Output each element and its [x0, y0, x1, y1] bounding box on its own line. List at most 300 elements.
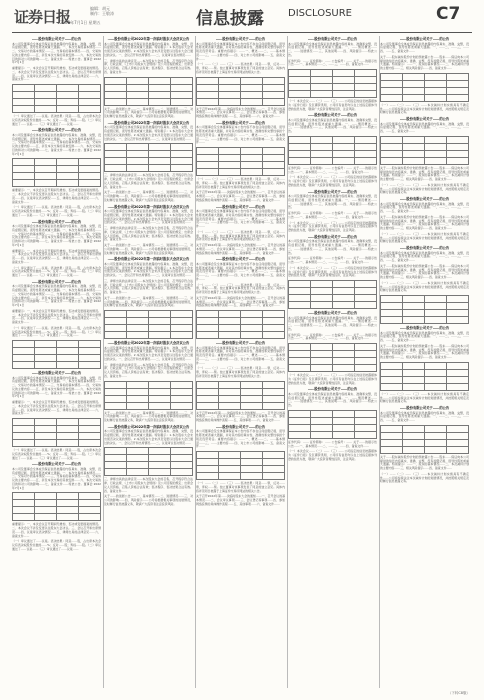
notice-block	[380, 473, 469, 484]
notice-block	[196, 257, 285, 281]
notice-text: （一）……（二）……（三）……本次减持计划实施具有不确定性……公司将持续关注本次减持计划的进展情况，并按照相关规定及时履行信息披露义务。	[380, 471, 469, 484]
table-row	[289, 281, 377, 288]
notice-block	[104, 37, 193, 58]
table-cell	[381, 425, 403, 432]
table-cell	[13, 92, 35, 99]
notice-block	[104, 191, 193, 202]
notice-block	[12, 115, 101, 126]
table-cell	[105, 448, 127, 455]
notice-text: （一）审议通过了……议案。表决结果：同意……股，占出席本次会议有表决权股份总数的……%；反对……股；弃权……股。（二）审议通过了……议案……（三）审议通过了……议案……	[12, 539, 101, 551]
table-cell	[403, 73, 425, 80]
notice-text: 本公司董事会及全体董事保证本公告内容不存在任何虚假记载、误导性陈述或者重大遗漏，并对其内容的真实性、准确性和完整性承担个别及连带责任。重要内容提示：……一、概述……二、……基本情况……三、……主要内容……四、对上市公司的影响……五、备查文件……	[196, 125, 285, 145]
notice-text: 关于……的进展公告……一、基本情况……二、进展情况……三、对公司的影响……四、风险提示……公司将根据相关事项的进展情况，及时履行信息披露义务，敬请广大投资者注意投资风险。	[104, 106, 193, 118]
notice-text: 关于……的进展公告……一、基本情况……二、进展情况……三、对公司的影响……四、风险提示……公司将根据相关事项的进展情况，及时履行信息披露义务，敬请广大投资者注意投资风险。	[104, 295, 193, 308]
table-cell	[149, 395, 171, 402]
table-cell	[381, 94, 403, 101]
table-cell	[263, 452, 285, 459]
table-cell	[447, 376, 469, 383]
notice-text: 关于……股东减持股份计划的预披露公告……股东……保证向本公司提供的信息内容真实、准确、完整，没有虚假记载、误导性陈述或重大遗漏。特别提示：……一、股东的基本情况……二、本次减持计划的主要内容……三、相关风险提示……四、备查文件……	[380, 165, 469, 181]
table-cell	[263, 395, 285, 402]
table-row	[289, 150, 377, 157]
notice-text: 关于……股东减持股份计划的预披露公告……股东……保证向本公司提供的信息内容真实、准确、完整，没有虚假记载、误导性陈述或重大遗漏。特别提示：……一、股东的基本情况……二、本次减持计划的主要内容……三、相关风险提示……四、备查文件……	[380, 454, 469, 470]
table-cell	[289, 157, 311, 164]
table-cell	[289, 358, 311, 365]
notice-text: 证券代码：…… 证券简称：…… 公告编号：…… 关于……的提示性公告……一、基本情况……二、……三、……四、备查文件……	[288, 211, 377, 219]
notice-block	[380, 197, 469, 214]
table-row	[381, 94, 469, 101]
table-row	[105, 318, 193, 325]
table-cell	[263, 311, 285, 318]
table-row	[105, 325, 193, 332]
table-cell	[355, 77, 377, 84]
table-cell	[127, 469, 149, 476]
notice-text: 本公司及董事会全体成员保证信息披露内容的真实、准确和完整，没有虚假记载、误导性陈述或重大遗漏。一、……情况概述……二、……进展情况……三、其他说明……四、风险提示……特此公告。	[288, 194, 377, 210]
table-row	[13, 514, 101, 521]
table-cell	[171, 332, 193, 339]
notice-title: ……股份有限公司关于……的公告	[399, 117, 450, 121]
notice-text: 重要提示：一、本次会议召开期间无增加、否决或变更提案的情况。二、本次会议不涉及变更以往股东大会决议。三、会议召开和出席情况……四、议案审议表决情况……五、律师出具的法律意见……六、备查文件……	[12, 400, 101, 416]
notice-block	[288, 311, 377, 332]
notice-block	[380, 265, 469, 280]
table-cell	[197, 169, 219, 176]
notice-text: （一）……（二）……（三）……本次减持计划实施具有不确定性……公司将持续关注本次减持计划的进展情况，并按照相关规定及时履行信息披露义务。	[380, 182, 469, 195]
table-cell	[311, 424, 333, 431]
notice-block	[288, 334, 377, 373]
notice-text: 本公司及董事会全体成员保证信息披露的内容真实、准确、完整，没有虚假记载、误导性陈述或重大遗漏。特别提示：1.本次股东大会未出现否决议案的情形。2.本次股东大会未涉及变更以往股东大会已通过的决议。一、会议召开和出席情况……二、议案审议表决情况……	[104, 209, 193, 225]
notice-text: 关于召开2022年第……次临时股东大会的通知……一、召开会议的基本情况……二、会议审议事项……三、会议登记等事项……四、参加网络投票的具体操作流程……五、其他事项……六、备查文件……	[196, 494, 285, 506]
notice-text: 关于……的进展公告……一、基本情况……二、进展情况……三、对公司的影响……四、风险提示……公司将根据相关事项的进展情况，及时履行信息披露义务，敬请广大投资者注意投资风险。	[104, 410, 193, 422]
table-cell	[355, 344, 377, 351]
notice-block	[196, 341, 285, 365]
column-4	[288, 36, 380, 688]
table-cell	[355, 295, 377, 302]
table-cell	[381, 303, 403, 310]
column-1	[12, 36, 104, 688]
notice-text: 本公司及董事会全体成员保证信息披露的内容真实、准确、完整，没有虚假记载、误导性陈述或重大遗漏。特别提示：1.本次股东大会未出现否决议案的情形。2.本次股东大会未涉及变更以往股东大会已通过的决议。一、会议召开和出席情况……二、议案审议表决情况……	[104, 261, 193, 277]
table-row	[105, 165, 193, 172]
table-row	[381, 383, 469, 390]
notice-text: （一）……（二）……（三）……本次减持计划实施具有不确定性……公司将持续关注本次减持计划的进展情况，并按照相关规定及时履行信息披露义务。	[380, 391, 469, 404]
table-cell	[333, 70, 355, 77]
table-row	[289, 288, 377, 295]
table-cell	[105, 388, 127, 395]
notice-text: 本公司及董事会全体成员保证信息披露的内容真实、准确、完整，没有虚假记载、误导性陈述或重大遗漏。一、……二、……三、……四、……五、备查文件……	[380, 250, 469, 262]
table-row	[381, 303, 469, 310]
notice-title: ……股份有限公司关于……的公告	[215, 120, 266, 125]
table-cell	[289, 136, 311, 143]
table-cell	[79, 173, 101, 180]
table-cell	[219, 148, 241, 155]
notice-title: ……股份有限公司2022年第一次临时股东大会决议公告	[107, 341, 190, 345]
table-cell	[403, 376, 425, 383]
table-row	[13, 348, 101, 355]
table-cell	[171, 462, 193, 469]
notice-text: 本公司及董事会全体成员保证信息披露的内容真实、准确、完整，没有虚假记载、误导性陈述或重大遗漏。特别提示：1.本次股东大会未出现否决议案的情形。2.本次股东大会未涉及变更以往股东大会已通过的决议。一、会议召开和出席情况……二、议案审议表决情况……	[104, 345, 193, 361]
table-cell	[219, 98, 241, 105]
notice-block	[288, 167, 377, 175]
table-cell	[403, 383, 425, 390]
table-cell	[79, 92, 101, 99]
notice-block	[196, 178, 285, 189]
table-cell	[403, 446, 425, 453]
table-row	[197, 98, 285, 105]
date-line: 2022年7月1日 星期五	[60, 20, 101, 25]
notice-block	[104, 205, 193, 226]
notice-text: 证券代码：…… 证券简称：…… 公告编号：…… 关于……的提示性公告……一、基本情况……二、……三、……四、备查文件……	[288, 439, 377, 448]
table-cell	[241, 466, 263, 473]
table-cell	[403, 136, 425, 143]
table-cell	[219, 155, 241, 162]
notice-text: （一）……（二）……（三）……表决结果：同意……票，反对……票，弃权……票。独立董事对该事项发表了同意的独立意见。具体内容详见同日披露于上海证券交易所网站的相关公告。	[196, 229, 285, 242]
table-cell	[333, 365, 355, 372]
data-table	[104, 143, 193, 172]
table-cell	[79, 433, 101, 440]
notice-block	[196, 231, 285, 242]
table-cell	[149, 462, 171, 469]
table-cell	[311, 351, 333, 358]
table-cell	[241, 155, 263, 162]
notice-block	[288, 235, 377, 256]
notice-block	[12, 128, 101, 187]
table-cell	[311, 281, 333, 288]
table-cell	[197, 466, 219, 473]
table-cell	[127, 158, 149, 165]
notice-title: ……股份有限公司关于……的公告	[31, 37, 82, 41]
table-cell	[425, 73, 447, 80]
table-cell	[149, 402, 171, 409]
table-row	[289, 358, 377, 365]
notice-block	[12, 401, 101, 447]
table-cell	[79, 419, 101, 426]
table-cell	[79, 362, 101, 369]
table-cell	[105, 469, 127, 476]
table-cell	[171, 448, 193, 455]
table-cell	[403, 303, 425, 310]
table-cell	[35, 440, 57, 447]
data-table	[380, 136, 469, 165]
notice-block	[104, 227, 193, 242]
table-row	[289, 136, 377, 143]
table-row	[381, 317, 469, 324]
table-cell	[311, 365, 333, 372]
table-cell	[425, 376, 447, 383]
table-cell	[355, 143, 377, 150]
table-cell	[127, 144, 149, 151]
notice-block	[196, 63, 285, 105]
table-row	[381, 73, 469, 80]
table-cell	[447, 303, 469, 310]
table-row	[13, 85, 101, 92]
table-cell	[311, 295, 333, 302]
table-row	[105, 455, 193, 462]
table-cell	[381, 383, 403, 390]
table-cell	[197, 98, 219, 105]
table-cell	[289, 344, 311, 351]
notice-title: ……股份有限公司关于……的公告	[307, 37, 358, 41]
notice-block	[196, 367, 285, 409]
notice-text: 关于召开2022年第……次临时股东大会的通知……一、召开会议的基本情况……二、会议审议事项……三、会议登记等事项……四、参加网络投票的具体操作流程……五、其他事项……六、备查文件……	[196, 243, 285, 255]
table-cell	[403, 87, 425, 94]
table-row	[289, 77, 377, 84]
table-cell	[289, 288, 311, 295]
table-cell	[311, 431, 333, 438]
table-cell	[171, 381, 193, 388]
table-cell	[289, 77, 311, 84]
table-cell	[333, 295, 355, 302]
edition-info	[90, 6, 114, 16]
table-cell	[171, 151, 193, 158]
table-cell	[57, 426, 79, 433]
table-cell	[79, 514, 101, 521]
notice-text: 关于……股东减持股份计划的预披露公告……股东……保证向本公司提供的信息内容真实、准确、完整，没有虚假记载、误导性陈述或重大遗漏。特别提示：……一、股东的基本情况……二、本次减持计划的主要内容……三、相关风险提示……四、备查文件……	[380, 214, 469, 230]
table-cell	[403, 317, 425, 324]
table-cell	[289, 365, 311, 372]
table-cell	[311, 143, 333, 150]
table-cell	[241, 84, 263, 91]
table-cell	[425, 157, 447, 164]
table-cell	[127, 395, 149, 402]
table-cell	[333, 302, 355, 309]
data-table	[288, 280, 377, 309]
table-cell	[35, 419, 57, 426]
notice-title: ……股份有限公司关于……的公告	[399, 37, 450, 41]
table-cell	[13, 106, 35, 113]
table-cell	[311, 288, 333, 295]
table-cell	[79, 159, 101, 166]
data-table	[12, 158, 101, 187]
notice-text: 三、律师出具的法律意见……本次股东大会的召集、召开程序符合法律、行政法规、《上市公司股东大会规则》及公司章程的规定；出席会议人员资格、召集人资格合法有效；表决程序、表决结果合法有效。四、备查文件……	[104, 226, 193, 242]
table-cell	[425, 310, 447, 317]
table-cell	[13, 166, 35, 173]
table-row	[105, 91, 193, 98]
table-row	[105, 84, 193, 91]
table-cell	[79, 106, 101, 113]
table-cell	[35, 514, 57, 521]
table-cell	[403, 143, 425, 150]
data-table	[380, 362, 469, 391]
table-cell	[171, 144, 193, 151]
notice-text: 证券代码：…… 证券简称：…… 公告编号：…… 关于……的提示性公告……一、基本情况……二、……三、……四、备查文件……	[288, 165, 377, 174]
table-cell	[219, 381, 241, 388]
table-cell	[57, 341, 79, 348]
table-cell	[447, 80, 469, 87]
table-cell	[355, 410, 377, 417]
table-cell	[447, 439, 469, 446]
data-table	[288, 410, 377, 439]
table-row	[381, 310, 469, 317]
table-cell	[381, 362, 403, 369]
table-row	[105, 77, 193, 84]
table-cell	[219, 311, 241, 318]
table-cell	[311, 417, 333, 424]
table-row	[289, 70, 377, 77]
table-cell	[35, 159, 57, 166]
table-cell	[127, 91, 149, 98]
notice-block	[104, 297, 193, 339]
table-cell	[333, 281, 355, 288]
table-cell	[149, 84, 171, 91]
table-cell	[263, 91, 285, 98]
table-cell	[79, 507, 101, 514]
table-row	[105, 469, 193, 476]
notice-text: 重要提示：一、本次会议召开期间无增加、否决或变更提案的情况。二、本次会议不涉及变更以往股东大会决议。三、会议召开和出席情况……四、议案审议表决情况……五、律师出具的法律意见……六、备查文件……	[12, 522, 101, 538]
notice-text: （一）……（二）……（三）……本次减持计划实施具有不确定性……公司将持续关注本次减持计划的进展情况，并按照相关规定及时履行信息披露义务。	[380, 102, 469, 115]
table-row	[197, 395, 285, 402]
table-cell	[57, 180, 79, 187]
table-cell	[13, 341, 35, 348]
table-cell	[35, 493, 57, 500]
data-table	[104, 447, 193, 476]
table-cell	[57, 419, 79, 426]
table-cell	[57, 159, 79, 166]
data-table	[196, 310, 285, 339]
table-cell	[57, 493, 79, 500]
notice-block	[288, 60, 377, 99]
table-cell	[13, 440, 35, 447]
table-cell	[289, 295, 311, 302]
table-cell	[311, 410, 333, 417]
table-cell	[355, 351, 377, 358]
table-cell	[35, 362, 57, 369]
table-cell	[149, 469, 171, 476]
notice-block	[196, 412, 285, 423]
table-row	[105, 402, 193, 409]
table-cell	[289, 70, 311, 77]
table-row	[13, 166, 101, 173]
table-cell	[425, 80, 447, 87]
table-cell	[219, 388, 241, 395]
table-cell	[381, 317, 403, 324]
table-row	[13, 362, 101, 369]
table-cell	[333, 431, 355, 438]
notice-block	[288, 176, 377, 187]
notice-block	[12, 449, 101, 460]
table-cell	[35, 99, 57, 106]
editor-line: 编辑：胡元	[90, 6, 110, 11]
table-cell	[289, 143, 311, 150]
table-cell	[219, 452, 241, 459]
notice-block	[380, 393, 469, 404]
notice-text: （一）本次会议……（二）……（三）……公司指定的信息披露媒体为《证券日报》及巨潮资讯网，公司所有信息均以在上述指定媒体刊登的信息为准，敬请广大投资者理性投资，注意风险。	[288, 265, 377, 278]
table-row	[13, 159, 101, 166]
notice-text: （一）审议通过了……议案。表决结果：同意……股，占出席本次会议有表决权股份总数的……%；反对……股；弃权……股。（二）审议通过了……议案……（三）审议通过了……议案……	[12, 265, 101, 277]
table-cell	[355, 150, 377, 157]
notice-block	[380, 117, 469, 165]
table-row	[289, 344, 377, 351]
notice-text: 关于召开2022年第……次临时股东大会的通知……一、召开会议的基本情况……二、会议审议事项……三、会议登记等事项……四、参加网络投票的具体操作流程……五、其他事项……六、备查文件……	[196, 295, 285, 308]
table-row	[289, 351, 377, 358]
data-table	[380, 295, 469, 324]
table-cell	[105, 165, 127, 172]
notice-text: （一）本次会议……（二）……（三）……公司指定的信息披露媒体为《证券日报》及巨潮资讯网，公司所有信息均以在上述指定媒体刊登的信息为准，敬请广大投资者理性投资，注意风险。	[288, 373, 377, 385]
table-row	[197, 311, 285, 318]
table-row	[13, 173, 101, 180]
table-cell	[447, 369, 469, 376]
notice-text: 本公司及董事会全体成员保证信息披露的内容真实、准确、完整，没有虚假记载、误导性陈述或重大遗漏。一、本次交易的基本情况……二、交易对方的基本情况……三、交易标的基本情况……四、交易协议的主要内容……五、涉及本次交易的其他安排……六、本次交易的目的和对公司的影响……七、备查文件……特此公告。董事会 2022年7月1日	[12, 224, 101, 247]
page-number: C7	[436, 4, 461, 24]
table-cell	[447, 143, 469, 150]
table-cell	[149, 448, 171, 455]
table-cell	[263, 381, 285, 388]
table-cell	[381, 136, 403, 143]
table-row	[197, 325, 285, 332]
table-row	[13, 507, 101, 514]
table-cell	[57, 106, 79, 113]
table-cell	[127, 332, 149, 339]
table-cell	[355, 424, 377, 431]
table-cell	[219, 466, 241, 473]
table-cell	[425, 303, 447, 310]
table-cell	[105, 325, 127, 332]
table-cell	[149, 311, 171, 318]
table-cell	[197, 452, 219, 459]
table-cell	[35, 500, 57, 507]
table-cell	[355, 84, 377, 91]
notice-title: ……股份有限公司2022年第一次临时股东大会决议公告	[107, 257, 190, 262]
table-row	[197, 473, 285, 480]
table-cell	[263, 466, 285, 473]
notice-block	[196, 425, 285, 480]
table-cell	[57, 92, 79, 99]
table-cell	[79, 180, 101, 187]
notice-text: 本公司及董事会全体成员保证信息披露的内容真实、准确、完整，没有虚假记载、误导性陈述或重大遗漏。一、……二、……三、……四、……五、备查文件……	[380, 410, 469, 422]
table-cell	[381, 150, 403, 157]
table-cell	[425, 383, 447, 390]
table-cell	[447, 362, 469, 369]
notice-text: （一）审议通过了……议案。表决结果：同意……股，占出席本次会议有表决权股份总数的……%；反对……股；弃权……股。（二）审议通过了……议案……（三）审议通过了……议案……	[12, 205, 101, 217]
table-cell	[289, 417, 311, 424]
notice-text: （一）……（二）……（三）……表决结果：同意……票，反对……票，弃权……票。独立董事对该事项发表了同意的独立意见。具体内容详见同日披露于上海证券交易所网站的相关公告。	[196, 282, 285, 294]
notice-title: ……股份有限公司关于……的公告	[307, 189, 358, 194]
table-cell	[447, 157, 469, 164]
table-cell	[35, 106, 57, 113]
notice-text: （一）……（二）……（三）……表决结果：同意……票，反对……票，弃权……票。独立董事对该事项发表了同意的独立意见。具体内容详见同日披露于上海证券交易所网站的相关公告。	[196, 62, 285, 74]
table-cell	[311, 84, 333, 91]
notice-title: ……股份有限公司2022年第一次临时股东大会决议公告	[107, 120, 190, 125]
notice-text: 本公司及董事会全体成员保证信息披露的内容真实、准确、完整，没有虚假记载、误导性陈述或重大遗漏。一、本次交易的基本情况……二、交易对方的基本情况……三、交易标的基本情况……四、交易协议的主要内容……五、涉及本次交易的其他安排……六、本次交易的目的和对公司的影响……七、备查文件……特此公告。董事会 2022年7月1日	[12, 41, 101, 65]
table-row	[197, 332, 285, 339]
table-cell	[425, 432, 447, 439]
table-cell	[355, 431, 377, 438]
table-cell	[127, 311, 149, 318]
table-cell	[403, 94, 425, 101]
table-cell	[35, 173, 57, 180]
table-cell	[13, 426, 35, 433]
data-table	[196, 77, 285, 106]
table-cell	[241, 459, 263, 466]
notice-block	[12, 280, 101, 308]
table-cell	[289, 431, 311, 438]
notice-block	[380, 184, 469, 195]
column-2	[104, 36, 196, 688]
table-cell	[425, 446, 447, 453]
notice-text: 关于……的进展公告……一、基本情况……二、进展情况……三、对公司的影响……四、风险提示……公司将根据相关事项的进展情况，及时履行信息披露义务，敬请广大投资者注意投资风险。	[104, 494, 193, 506]
table-cell	[311, 302, 333, 309]
table-cell	[79, 166, 101, 173]
table-cell	[241, 388, 263, 395]
table-cell	[447, 136, 469, 143]
table-cell	[105, 144, 127, 151]
table-cell	[197, 311, 219, 318]
table-row	[197, 402, 285, 409]
table-cell	[381, 439, 403, 446]
table-cell	[311, 70, 333, 77]
data-table	[288, 69, 377, 98]
table-cell	[219, 84, 241, 91]
table-cell	[219, 318, 241, 325]
data-table	[380, 425, 469, 454]
table-cell	[425, 425, 447, 432]
